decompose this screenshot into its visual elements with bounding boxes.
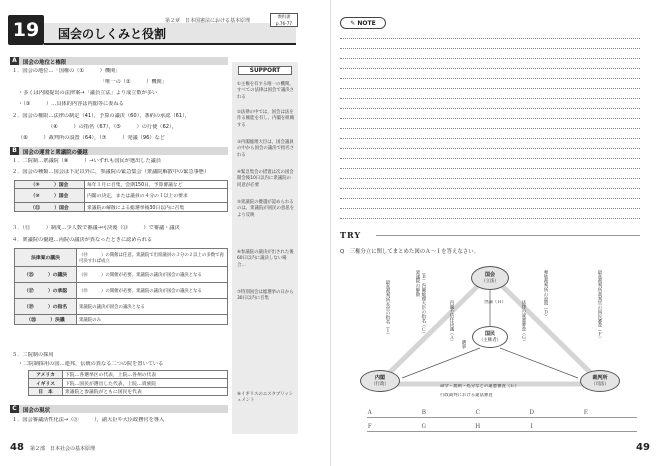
b-bicameral-sub: ・二院制採用の国…連邦，伝統の異なる二つの院を置いている: [18, 361, 164, 367]
answer-letter: Ｃ: [475, 410, 481, 416]
section-c-letter: C: [10, 405, 19, 413]
section-a-title: 国会の地位と権限: [23, 60, 67, 66]
section-a-letter: A: [10, 57, 19, 65]
section-c-bar: [10, 405, 228, 413]
answer-letter: Ｂ: [421, 410, 427, 416]
diagram-node-sublabel: （立法）: [481, 279, 499, 284]
a-line-7: （⑥ ）裁判所の設置（64），（⑦ ）発議（96）など: [18, 135, 165, 141]
answer-letter: Ｉ: [529, 424, 535, 430]
arrow-line: [402, 348, 480, 378]
table-cell: 下院…各選挙区の代表，上院…各州の代表: [63, 371, 228, 379]
note-line: [340, 158, 640, 159]
table-row: [15, 283, 228, 299]
table-row: [29, 379, 228, 387]
try-question: Q 三権分立に関してまとめた図のＡ～Ｉを答えなさい。: [340, 249, 480, 255]
note-line: [340, 78, 640, 79]
table-cell: 毎年１月に召集，会期150日，予算審議など: [85, 181, 228, 189]
support-item: ②法律の中では，国会は法を作る権能を有し，内閣を組織する: [237, 110, 295, 128]
table-row: [29, 371, 228, 379]
table-cell: 下院…国民が選出した代表，上院…貴族院: [63, 379, 228, 387]
table-cell: 法律案の議決: [15, 249, 77, 267]
table-cell: アメリカ: [29, 371, 63, 379]
note-line: [340, 108, 640, 109]
answer-letter: Ｈ: [475, 424, 481, 430]
note-label: NOTE: [357, 20, 376, 27]
diagram-label: （Ｂ）内閣総理大臣の指名（Ｃ）衆議院の解散: [414, 270, 426, 336]
table-row: [15, 203, 228, 211]
note-line: [340, 118, 640, 119]
table-cell: （⑩ ）国会: [15, 189, 85, 203]
diagram-node-label: 国民: [484, 331, 495, 337]
note-line: [340, 88, 640, 89]
c-line-1: １．国会審議活性化法→（㉑ ），副大臣や大臣政務官を導入: [12, 417, 165, 423]
table-cell: （⑮ ）の議決: [15, 267, 77, 283]
diagram-label: 法律の違憲審査（Ｇ）: [520, 300, 526, 344]
table-cell: 衆議院の議決が国会の議決となる: [77, 299, 228, 315]
textbook-ref-label: 教科書: [277, 14, 291, 19]
answer-row-1: [367, 408, 637, 418]
note-line: [340, 168, 640, 169]
support-item: ①主権を有する唯一の機関。すべての法律は国会で議決される: [237, 82, 294, 100]
b-line-1: １．二院制…衆議院（⑧ ）→いずれも国民が選出した議員: [12, 158, 162, 164]
diagram-node-label: 内閣: [374, 375, 385, 381]
try-label: TRY: [340, 230, 362, 240]
table-row: [15, 267, 228, 283]
section-b-title: 国会の運営と衆議院の優越: [23, 150, 88, 156]
diagram-node-sublabel: （行政）: [371, 382, 389, 387]
note-line: [340, 68, 640, 69]
diagram-label: 弾劾裁判所の設置（Ｄ）: [542, 270, 548, 319]
note-line: [340, 208, 640, 209]
page-number-right: 49: [636, 442, 650, 453]
table-cell: （⑱ ）の開催が必要。衆議院の議決が国会の議決となる: [77, 283, 228, 299]
b-bicameral-heading: ５．二院制の採用: [12, 352, 54, 358]
diagram-label: 最高裁判所長官の指名（Ｉ）: [384, 280, 390, 338]
table-row: [15, 299, 228, 315]
table-row: [15, 181, 228, 189]
a-line-5: ２．国会の権限…法律の制定（41），予算の議決（60），条約の承認（61），: [12, 113, 191, 119]
diagram-label: 内閣不信任決議（Ａ）: [448, 300, 454, 344]
note-line: [340, 198, 640, 199]
note-line: [340, 178, 640, 179]
country-table: [28, 370, 228, 396]
diagram-label: 選挙: [460, 340, 466, 349]
section-a-bar: [10, 57, 228, 65]
note-line: [340, 48, 640, 49]
note-line: [340, 98, 640, 99]
support-item: ⑤衆議院の優越が認められるのは，衆議院が国民の意思をより反映: [237, 200, 295, 218]
table-cell: 衆議院と参議院がともに国民を代表: [63, 387, 228, 395]
a-line-4: ・（③ ）…具体的内容は内閣等に委ねる: [18, 101, 124, 107]
b-line-2: ２．国会の種類…国会は下記以外に，参議院の緊急集会（衆議院解散中の緊急事態）: [12, 169, 210, 175]
diagram-node-label: 国会: [484, 272, 495, 278]
diagram-label: 行政裁判における違法審査: [440, 393, 493, 398]
note-badge: ✎ NOTE: [340, 17, 386, 29]
diagram-node-people: [472, 326, 508, 348]
support-heading: SUPPORT: [238, 66, 292, 75]
table-row: [29, 387, 228, 395]
answer-letter: Ａ: [367, 410, 373, 416]
table-row: [15, 189, 228, 203]
page-number-left: 48: [10, 442, 24, 453]
diagram-node-cabinet: [360, 370, 400, 392]
diagram-label: 最高裁判所裁判官の国民審査（Ｆ）: [596, 270, 602, 341]
table-cell: 日 本: [29, 387, 63, 395]
answer-letter: Ｅ: [583, 410, 589, 416]
section-c-title: 国会の現状: [23, 408, 50, 414]
note-line: [340, 128, 640, 129]
chapter-number: 19: [8, 15, 44, 45]
b-line-4: ４．衆議院の優越…両院の議決が異なったときに認められる: [12, 237, 153, 243]
chapter-label: 第２章 日本国憲法における基本原理: [165, 18, 251, 24]
table-cell: （⑯ ）の開催が必要。衆議院の議決が国会の議決となる: [77, 267, 228, 283]
table-cell: （⑨ ）国会: [15, 181, 85, 189]
support-item: ④緊急集会の措置は次の国会開会後10日以内に衆議院の同意が必要: [237, 170, 294, 188]
answer-letter: Ｇ: [421, 424, 427, 430]
table-cell: 衆議院の解散による総選挙後30日以内に召集: [85, 203, 228, 211]
section-b-bar: [10, 147, 228, 155]
note-line: [340, 188, 640, 189]
support-item: ⑧イギリスのエスタブリッシュメント: [237, 392, 294, 404]
diagram-label: 命令・規則・処分などの違憲審査（Ｅ）: [440, 384, 520, 389]
table-cell: （⑪ ）国会: [15, 203, 85, 211]
b-line-3: ３．（⑫ ）制度…少人数で審議→可決後（⑬ ）で審議・議決: [12, 225, 180, 231]
table-cell: 衆議院のみ: [77, 315, 228, 325]
table-cell: （⑲ ）の指名: [15, 299, 77, 315]
support-item: ③内閣総理大臣は，国会議員の中から国会の議決で指名される: [237, 140, 295, 158]
diagram-node-court: [580, 370, 620, 392]
support-item: ⑥参議院の議決が出された後60日以内に議決しない場合…: [237, 250, 294, 268]
note-line: [340, 58, 640, 59]
footer-label-left: 第２部 日本社会の基本原理: [30, 446, 96, 452]
diagram-node-diet: [471, 266, 509, 290]
priority-table: [14, 248, 228, 325]
note-line: [340, 138, 640, 139]
table-cell: （⑳ ）決議: [15, 315, 77, 325]
a-line-6: （④ ）の指名（67），（⑤ ）の行使（62），: [48, 124, 177, 130]
textbook-ref-pages: p.76-77: [275, 20, 293, 26]
table-cell: 内閣の決定，または議員の４分の１以上の要求: [85, 189, 228, 203]
note-line: [340, 218, 640, 219]
session-table: [14, 180, 228, 212]
a-line-1: １．国会の地位…「国権の（① ）機関」: [12, 68, 121, 74]
diagram-node-label: 裁判所: [592, 375, 608, 381]
diagram-label: 世論（Ｈ）: [484, 300, 506, 305]
answer-letter: Ｄ: [529, 410, 535, 416]
arrow-line: [500, 348, 578, 378]
page-title: 国会のしくみと役割: [58, 27, 167, 41]
try-divider: [376, 235, 640, 236]
table-cell: イギリス: [29, 379, 63, 387]
answer-letter: Ｆ: [367, 424, 373, 430]
section-b-letter: B: [10, 147, 19, 155]
diagram-node-sublabel: （主権者）: [479, 338, 501, 343]
a-line-3: ・多くは内閣提出の法律案→「議員立法」より成立数が多い: [18, 90, 158, 96]
note-line: [340, 148, 640, 149]
diagram-node-sublabel: （司法）: [591, 382, 609, 387]
table-cell: （⑭ ）の開催は任意。衆議院で出席議員の３分の２以上の多数で再可決すれば成立: [77, 249, 228, 267]
support-item: ⑦特別国会は総選挙の日から30日以内に召集: [237, 290, 294, 302]
a-line-2: 「唯一の（② ）機関」: [100, 79, 167, 85]
table-cell: （⑰ ）の承認: [15, 283, 77, 299]
note-line: [340, 38, 640, 39]
textbook-ref: [270, 13, 298, 27]
table-row: [15, 249, 228, 267]
answer-row-2: [367, 422, 637, 432]
table-row: [15, 315, 228, 325]
